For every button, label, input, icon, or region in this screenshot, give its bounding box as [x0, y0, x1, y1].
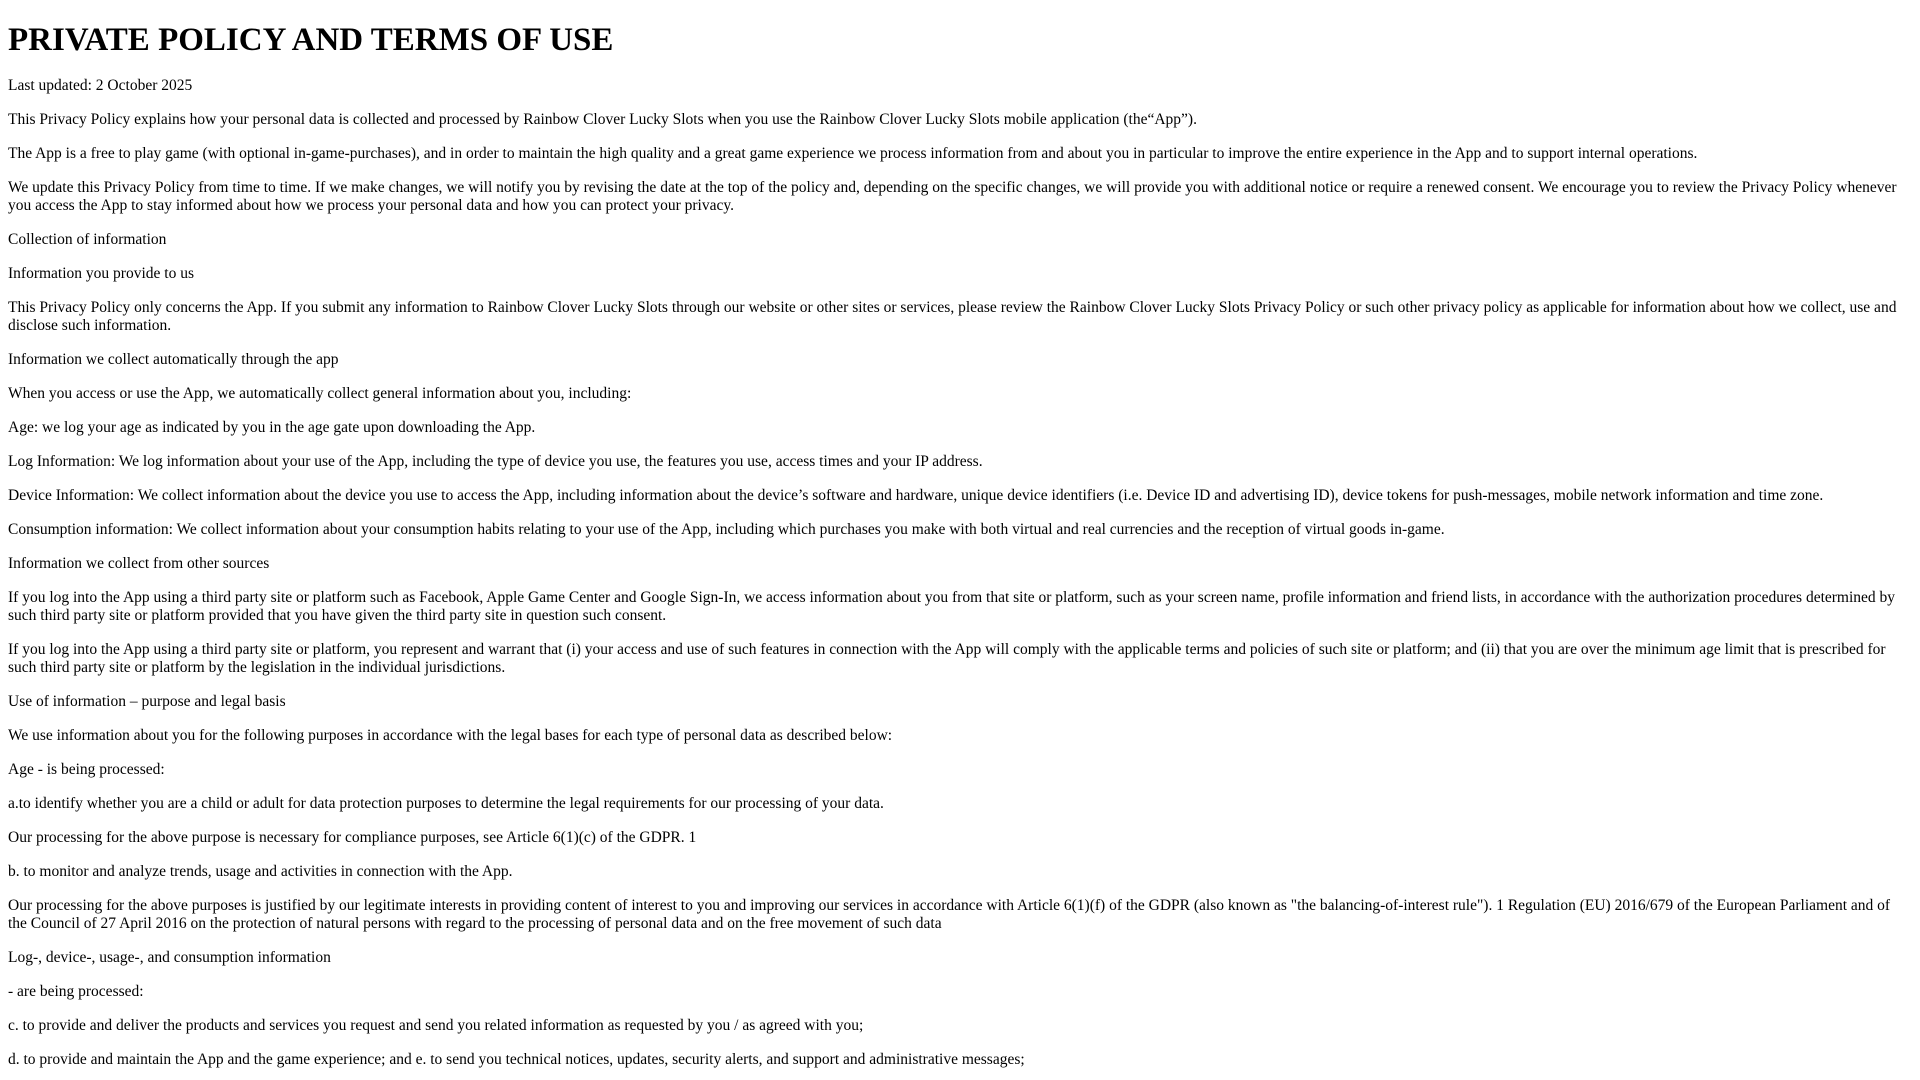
- paragraph: Device Information: We collect information about the device you use to access the App, including information about the device’s software and hardware, unique device identifiers (i.e. Device ID and advertising ID), device tokens for push-messages, mobile network information and time zone.: [8, 487, 1824, 504]
- paragraph: c. to provide and deliver the products and services you request and send you related information as requested by you / as agreed with you;: [8, 1017, 864, 1034]
- page-title: PRIVATE POLICY AND TERMS OF USE: [8, 22, 614, 58]
- paragraph: This Privacy Policy only concerns the App. If you submit any information to Rainbow Clover Lucky Slots through our website or other sites or services, please review the Rainbow Clover Lucky Slots Privacy Policy or such other privacy policy as applicable for information about how we collect, use and disclose such information.: [8, 299, 1897, 334]
- paragraph: The App is a free to play game (with optional in-game-purchases), and in order to maintain the high quality and a great game experience we process information from and about you in particular to improve the entire experience in the App and to support internal operations.: [8, 145, 1698, 162]
- last-updated: Last updated: 2 October 2025: [8, 77, 193, 94]
- paragraph: We use information about you for the following purposes in accordance with the legal bases for each type of personal data as described below:: [8, 727, 893, 744]
- section-heading: Log-, device-, usage-, and consumption information: [8, 949, 331, 966]
- paragraph: If you log into the App using a third party site or platform, you represent and warrant that (i) your access and use of such features in connection with the App will comply with the applicable terms and policies of such site or platform; and (ii) that you are over the minimum age limit that is prescribed for such third party site or platform by the legislation in the individual jurisdictions.: [8, 641, 1886, 676]
- paragraph: This Privacy Policy explains how your personal data is collected and processed by Rainbow Clover Lucky Slots when you use the Rainbow Clover Lucky Slots mobile application (the“App”).: [8, 111, 1197, 128]
- paragraph: Consumption information: We collect information about your consumption habits relating to your use of the App, including which purchases you make with both virtual and real currencies and the reception of virtual goods in-game.: [8, 521, 1445, 538]
- section-heading: Information we collect automatically through the app: [8, 351, 339, 368]
- paragraph: Our processing for the above purposes is justified by our legitimate interests in providing content of interest to you and improving our services in accordance with Article 6(1)(f) of the GDPR (also known as "the balancing-of-interest rule"). 1 Regulation (EU) 2016/679 of the European Parliament and of the Council of 27 April 2016 on the protection of natural persons with regard to the processing of personal data and on the free movement of such data: [8, 897, 1891, 932]
- paragraph: Our processing for the above purpose is necessary for compliance purposes, see Article 6(1)(c) of the GDPR. 1: [8, 829, 697, 846]
- section-heading: Use of information – purpose and legal basis: [8, 693, 286, 710]
- paragraph: Age - is being processed:: [8, 761, 165, 778]
- paragraph: b. to monitor and analyze trends, usage and activities in connection with the App.: [8, 863, 513, 880]
- section-heading: Information you provide to us: [8, 265, 194, 282]
- paragraph: - are being processed:: [8, 983, 144, 1000]
- paragraph: a.to identify whether you are a child or adult for data protection purposes to determine the legal requirements for our processing of your data.: [8, 795, 884, 812]
- section-heading: Collection of information: [8, 231, 167, 248]
- paragraph: d. to provide and maintain the App and the game experience; and e. to send you technical notices, updates, security alerts, and support and administrative messages;: [8, 1051, 1025, 1068]
- section-heading: Information we collect from other sources: [8, 555, 270, 572]
- policy-page: [0, 23, 1920, 1069]
- paragraph: If you log into the App using a third party site or platform such as Facebook, Apple Game Center and Google Sign-In, we access information about you from that site or platform, such as your screen name, profile information and friend lists, in accordance with the authorization procedures determined by such third party site or platform provided that you have given the third party site in question such consent.: [8, 589, 1896, 624]
- paragraph: Age: we log your age as indicated by you in the age gate upon downloading the App.: [8, 419, 536, 436]
- paragraph: When you access or use the App, we automatically collect general information about you, including:: [8, 385, 632, 402]
- paragraph: We update this Privacy Policy from time to time. If we make changes, we will notify you by revising the date at the top of the policy and, depending on the specific changes, we will provide you with additional notice or require a renewed consent. We encourage you to review the Privacy Policy whenever you access the App to stay informed about how we process your personal data and how you can protect your privacy.: [8, 179, 1897, 214]
- paragraph: Log Information: We log information about your use of the App, including the type of device you use, the features you use, access times and your IP address.: [8, 453, 983, 470]
